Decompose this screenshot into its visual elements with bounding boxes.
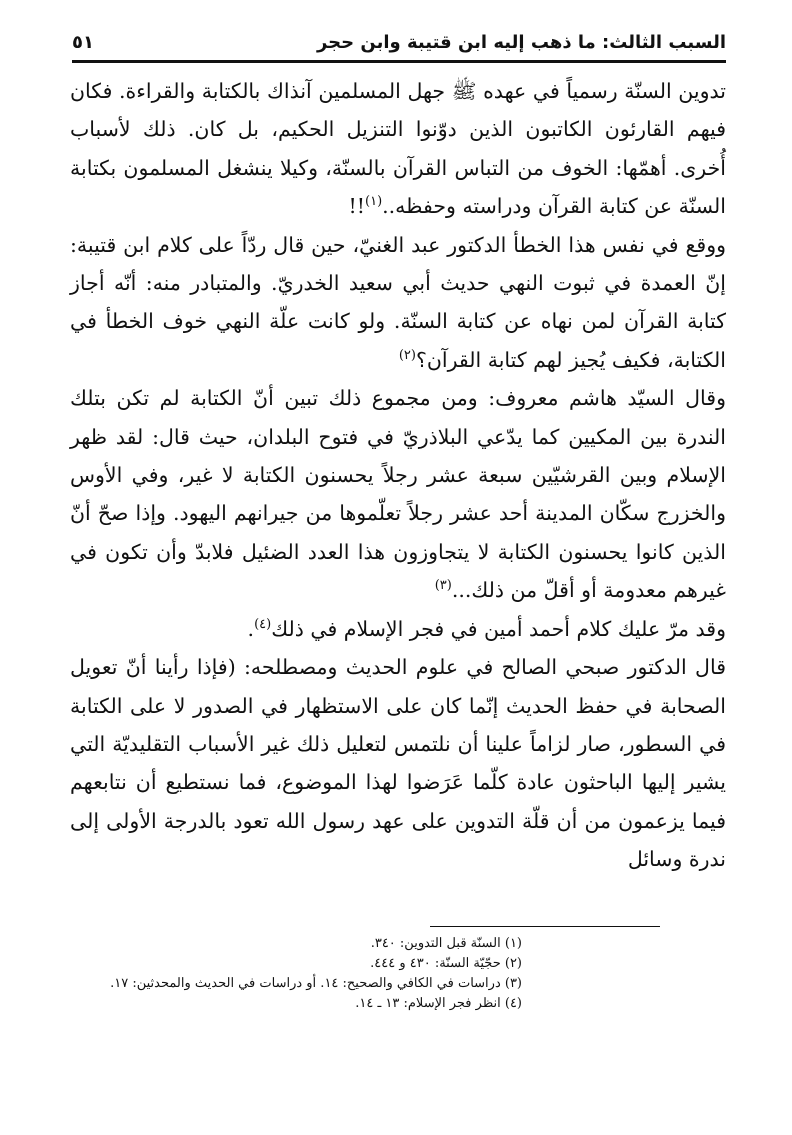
footnote-2: (٢) حجّيّة السنّة: ٤٣٠ و ٤٤٤. [370, 956, 522, 971]
paragraph-1 [70, 72, 726, 226]
paragraph-text: تدوين السنّة رسمياً في عهده ﷺ جهل المسلمين آنذاك بالكتابة والقراءة. فكان فيهم القارئون الكاتبون الذين دوّنوا التنزيل الحكيم، بل كان. ذلك لأسباب أُخرى. أهمّها: الخوف من التباس القرآن بالسنّة، وكيلا ينشغل المسلمون بكتابة السنّة عن كتابة القرآن ودراسته وحفظه.. [70, 79, 726, 219]
footnote-1: (١) السنّة قبل التدوين: ٣٤٠. [370, 936, 522, 951]
footnote-ref: (٢) [398, 348, 416, 364]
paragraph-text: قال الدكتور صبحي الصالح في علوم الحديث ومصطلحه: (فإذا رأينا أنّ تعويل الصحابة في حفظ الحديث إنّما كان على الاستظهار في الصدور لا على الكتابة في السطور، صار لزاماً علينا أن نلتمس لتعليل ذلك غير الأسباب التقليديّة التي يشير إليها الباحثون عادة كلّما عَرَضوا لهذا الموضوع، فما نستطيع أن نتابعهم فيما يزعمون من أن قلّة التدوين على عهد رسول الله تعود بالدرجة الأولى إلى ندرة وسائل [70, 655, 726, 872]
page-number: ٥١ [72, 32, 94, 53]
chapter-section-title: السبب الثالث: ما ذهب إليه ابن قتيبة وابن حجر [316, 32, 726, 53]
header-rule [72, 60, 726, 63]
paragraph-2 [70, 226, 726, 380]
paragraph-text: وقد مرّ عليك كلام أحمد أمين في فجر الإسلام في ذلك [271, 616, 726, 641]
footnote-ref: (١) [365, 194, 383, 210]
footnote-separator [430, 926, 660, 927]
body-text [70, 72, 726, 879]
paragraph-4 [70, 610, 726, 648]
paragraph-text: وقال السيّد هاشم معروف: ومن مجموع ذلك تبين أنّ الكتابة لم تكن بتلك الندرة بين المكيين كما يدّعي البلاذريّ في فتوح البلدان، حيث قال: لقد ظهر الإسلام وبين القرشيّين سبعة عشر رجلاً يحسنون الكتابة لا غير، وفي الأوس والخزرج سكّان المدينة أحد عشر رجلاً تعلّموها من جيرانهم اليهود. وإذا صحّ أنّ الذين كانوا يحسنون الكتابة لا يتجاوزون هذا العدد الضئيل فلابدّ وأن تكون في غيرهم معدومة أو أقلّ من ذلك... [70, 386, 726, 603]
footnote-4: (٤) انظر فجر الإسلام: ١٣ ـ ١٤. [355, 996, 522, 1011]
paragraph-3 [70, 379, 726, 609]
paragraph-5 [70, 648, 726, 878]
footnote-ref: (٤) [254, 616, 272, 632]
paragraph-text: ووقع في نفس هذا الخطأ الدكتور عبد الغنيّ، حين قال ردّاً على كلام ابن قتيبة: إنّ العمدة في ثبوت النهي حديث أبي سعيد الخدريّ. والمتبادر منه: أنّه أجاز كتابة القرآن لمن نهاه عن كتابة السنّة. ولو كانت علّة النهي خوف الخطأ في الكتابة، فكيف يُجيز لهم كتابة القرآن؟ [70, 232, 726, 372]
footnote-3: (٣) دراسات في الكافي والصحيح: ١٤. أو دراسات في الحديث والمحدثين: ١٧. [110, 976, 522, 991]
running-header [72, 28, 726, 58]
footnotes [52, 934, 522, 1014]
paragraph-tail: . [247, 616, 255, 641]
footnote-ref: (٣) [434, 578, 452, 594]
paragraph-tail: !! [348, 194, 365, 219]
